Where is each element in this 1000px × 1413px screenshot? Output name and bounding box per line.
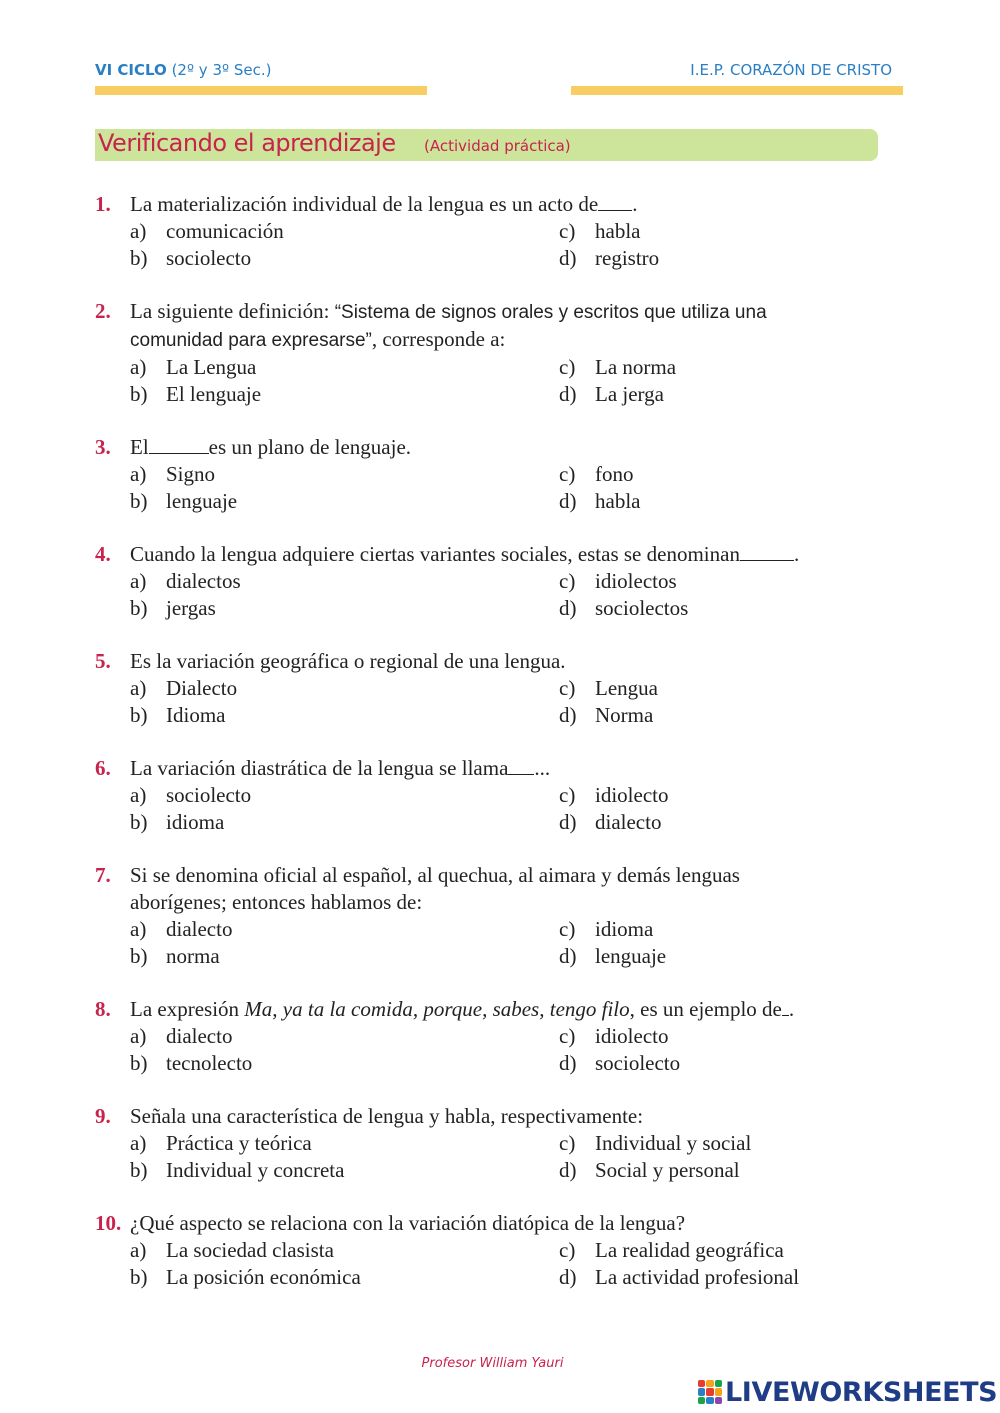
option-a[interactable]: a) dialecto — [130, 1024, 233, 1048]
option-a[interactable]: a) sociolecto — [130, 783, 252, 807]
option-b[interactable]: b) Idioma — [130, 703, 226, 727]
option-a[interactable]: a) Signo — [130, 462, 216, 486]
answer-blank[interactable] — [508, 756, 534, 775]
option-d[interactable]: d) La actividad profesional — [559, 1265, 800, 1289]
section-title: Verificando el aprendizaje — [98, 129, 396, 157]
option-d[interactable]: d) habla — [559, 489, 641, 513]
option-c[interactable]: c) La realidad geográfica — [559, 1238, 784, 1262]
options-grid — [95, 1130, 895, 1184]
option-d[interactable]: d) La jerga — [559, 382, 664, 406]
option-a[interactable]: a) dialecto — [130, 917, 233, 941]
option-b[interactable]: b) idioma — [130, 810, 225, 834]
question-number: 2. — [95, 299, 111, 323]
answer-blank[interactable] — [740, 542, 794, 561]
question-list — [95, 191, 895, 1317]
question-text: La materialización individual de la lengua es un acto de — [130, 192, 599, 216]
school-name: I.E.P. CORAZÓN DE CRISTO — [690, 61, 892, 79]
option-d[interactable]: d) dialecto — [559, 810, 662, 834]
question-6: 6. La variación diastrática de la lengua se llama ... a) sociolecto c) idiolecto b) idioma d) dialecto — [95, 755, 895, 836]
definition-quote: “Sistema de signos orales y escritos que utiliza una — [334, 302, 767, 323]
options-grid — [95, 675, 895, 729]
options-grid — [95, 782, 895, 836]
question-number: 4. — [95, 542, 111, 566]
option-c[interactable]: c) La norma — [559, 355, 677, 379]
option-d[interactable]: d) sociolecto — [559, 1051, 681, 1075]
header-rule-right — [571, 86, 903, 95]
option-d[interactable]: d) sociolectos — [559, 596, 689, 620]
question-10: 10. ¿Qué aspecto se relaciona con la variación diatópica de la lengua? a) La sociedad clasista c) La realidad geográfica b) La posición económica d) La actividad profesional — [95, 1210, 895, 1291]
question-8: 8. La expresión Ma, ya ta la comida, porque, sabes, tengo filo, es un ejemplo de . a) dialecto c) idiolecto b) tecnolecto d) sociolecto — [95, 996, 895, 1077]
question-number: 7. — [95, 863, 111, 887]
header-rule-left — [95, 86, 427, 95]
question-number: 9. — [95, 1104, 111, 1128]
section-subtitle: (Actividad práctica) — [424, 137, 571, 155]
option-c[interactable]: c) habla — [559, 219, 641, 243]
option-c[interactable]: c) idiolectos — [559, 569, 677, 593]
question-number: 3. — [95, 435, 111, 459]
liveworksheets-logo-icon — [698, 1380, 722, 1404]
option-d[interactable]: d) lenguaje — [559, 944, 667, 968]
option-a[interactable]: a) dialectos — [130, 569, 241, 593]
options-grid — [95, 461, 895, 515]
options-grid — [95, 1237, 895, 1291]
option-d[interactable]: d) registro — [559, 246, 660, 270]
options-grid — [95, 916, 895, 970]
cycle-label: VI CICLO (2º y 3º Sec.) — [95, 61, 272, 79]
option-b[interactable]: b) sociolecto — [130, 246, 252, 270]
option-a[interactable]: a) La Lengua — [130, 355, 257, 379]
answer-blank[interactable] — [149, 435, 209, 454]
option-a[interactable]: a) La sociedad clasista — [130, 1238, 334, 1262]
question-number: 1. — [95, 192, 111, 216]
option-a[interactable]: a) comunicación — [130, 219, 284, 243]
question-number: 10. — [95, 1211, 122, 1235]
question-3: 3. El es un plano de lenguaje. a) Signo c) fono b) lenguaje d) habla — [95, 434, 895, 515]
question-1: 1. La materialización individual de la lengua es un acto de . a) comunicación c) habla b) sociolecto d) registro — [95, 191, 895, 272]
option-a[interactable]: a) Práctica y teórica — [130, 1131, 312, 1155]
option-b[interactable]: b) lenguaje — [130, 489, 238, 513]
options-grid — [95, 1023, 895, 1077]
option-d[interactable]: d) Social y personal — [559, 1158, 740, 1182]
option-c[interactable]: c) fono — [559, 462, 634, 486]
liveworksheets-wordmark: LIVEWORKSHEETS — [725, 1377, 998, 1408]
option-b[interactable]: b) norma — [130, 944, 220, 968]
option-c[interactable]: c) Individual y social — [559, 1131, 752, 1155]
options-grid — [95, 354, 895, 408]
example-expression: Ma, ya ta la comida, porque, sabes, tengo filo — [244, 997, 630, 1021]
question-4: 4. Cuando la lengua adquiere ciertas variantes sociales, estas se denominan . a) dialectos c) idiolectos b) jergas d) sociolectos — [95, 541, 895, 622]
question-number: 8. — [95, 997, 111, 1021]
options-grid — [95, 568, 895, 622]
option-c[interactable]: c) Lengua — [559, 676, 658, 700]
option-b[interactable]: b) jergas — [130, 596, 216, 620]
section-banner — [95, 129, 878, 161]
question-9: 9. Señala una característica de lengua y habla, respectivamente: a) Práctica y teórica c) Individual y social b) Individual y concreta d) Social y personal — [95, 1103, 895, 1184]
option-b[interactable]: b) tecnolecto — [130, 1051, 253, 1075]
option-c[interactable]: c) idiolecto — [559, 783, 669, 807]
option-b[interactable]: b) Individual y concreta — [130, 1158, 345, 1182]
question-5: 5. Es la variación geográfica o regional de una lengua. a) Dialecto c) Lengua b) Idioma d) Norma — [95, 648, 895, 729]
options-grid — [95, 218, 895, 272]
option-c[interactable]: c) idiolecto — [559, 1024, 669, 1048]
option-b[interactable]: b) La posición económica — [130, 1265, 361, 1289]
question-7: 7. Si se denomina oficial al español, al quechua, al aimara y demás lenguas aborígenes; entonces hablamos de: a) dialecto c) idioma b) norma d) lenguaje — [95, 862, 895, 970]
author-credit: Profesor William Yauri — [421, 1356, 564, 1371]
option-c[interactable]: c) idioma — [559, 917, 654, 941]
option-d[interactable]: d) Norma — [559, 703, 654, 727]
answer-blank[interactable] — [782, 997, 789, 1016]
question-number: 5. — [95, 649, 111, 673]
question-2: 2. La siguiente definición: “Sistema de signos orales y escritos que utiliza una comunidad para expresarse”, corresponde a: a) La Lengua c) La norma b) El lenguaje d) La jerga — [95, 298, 895, 408]
question-number: 6. — [95, 756, 111, 780]
option-b[interactable]: b) El lenguaje — [130, 382, 262, 406]
option-a[interactable]: a) Dialecto — [130, 676, 238, 700]
answer-blank[interactable] — [598, 192, 632, 211]
